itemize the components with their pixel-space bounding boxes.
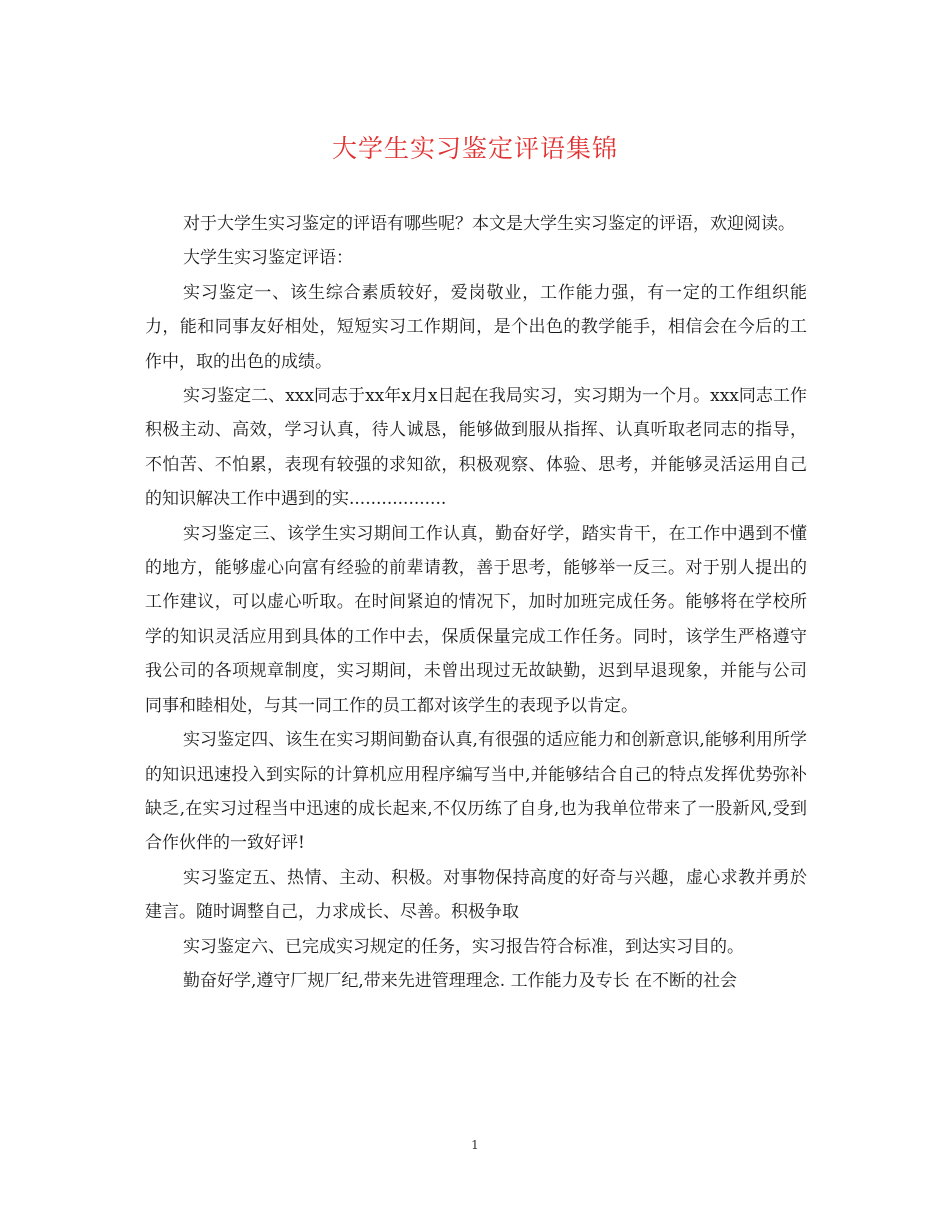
paragraph-intro: 对于大学生实习鉴定的评语有哪些呢？本文是大学生实习鉴定的评语，欢迎阅读。 (183, 214, 795, 234)
paragraph-appraisal-4: 实习鉴定四、该生在实习期间勤奋认真,有很强的适应能力和创新意识,能够利用所学的知识迅速投入到实际的计算机应用程序编写当中,并能够结合自己的特点发挥优势弥补缺乏,在实习过程当中迅速的成长起来,不仅历练了自身,也为我单位带来了一股新风,受到合作伙伴的一致好评! (145, 730, 807, 854)
document-body (145, 207, 807, 998)
document-title: 大学生实习鉴定评语集锦 (331, 134, 618, 163)
paragraph-appraisal-6: 实习鉴定六、已完成实习规定的任务，实习报告符合标准，到达实习目的。 (183, 936, 744, 957)
paragraph-appraisal-3: 实习鉴定三、该学生实习期间工作认真，勤奋好学，踏实肯干，在工作中遇到不懂的地方，能够虚心向富有经验的前辈请教，善于思考，能够举一反三。对于别人提出的工作建议，可以虚心听取。在时间紧迫的情况下，加时加班完成任务。能够将在学校所学的知识灵活应用到具体的工作中去，保质保量完成工作任务。同时，该学生严格遵守我公司的各项规章制度，实习期间，未曾出现过无故缺勤，迟到早退现象，并能与公司同事和睦相处，与其一同工作的员工都对该学生的表现予以肯定。 (145, 523, 807, 716)
paragraph-appraisal-2: 实习鉴定二、xxx同志于xx年x月x日起在我局实习，实习期为一个月。xxx同志工作积极主动、高效，学习认真，待人诚恳，能够做到服从指挥、认真听取老同志的指导，不怕苦、不怕累，表现有较强的求知欲，积极观察、体验、思考，并能够灵活运用自己的知识解决工作中遇到的实.................. (145, 386, 807, 510)
page-number: 1 (471, 1138, 479, 1152)
paragraph-heading: 大学生实习鉴定评语： (183, 248, 353, 269)
paragraph-appraisal-5: 实习鉴定五、热情、主动、积极。对事物保持高度的好奇与兴趣，虚心求教并勇於建言。随时调整自己，力求成长、尽善。积极争取 (145, 867, 807, 923)
paragraph-continuation: 勤奋好学,遵守厂规厂纪,带来先进管理理念. 工作能力及专长 在不断的社会 (183, 970, 738, 991)
paragraph-appraisal-1: 实习鉴定一、该生综合素质较好，爱岗敬业，工作能力强，有一定的工作组织能力，能和同事友好相处，短短实习工作期间，是个出色的教学能手，相信会在今后的工作中，取的出色的成绩。 (145, 282, 807, 372)
